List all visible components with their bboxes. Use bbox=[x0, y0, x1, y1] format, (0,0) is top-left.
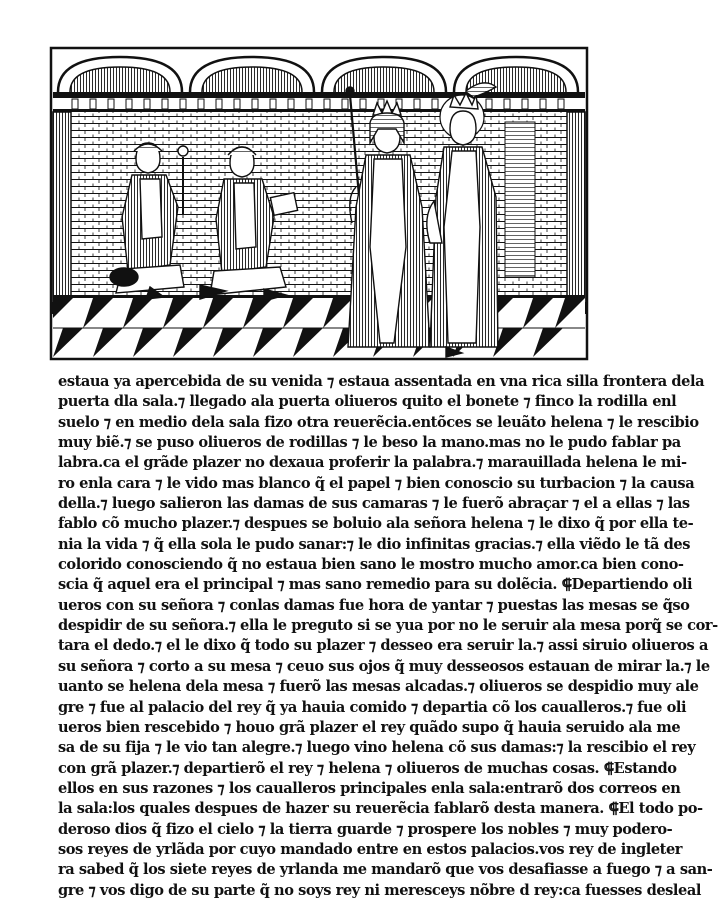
text-line: despidir de su señora.⁊ ella le preguto si se yua por no le seruir ala mesa porq̃ se cor- bbox=[58, 617, 718, 635]
text-line: nia la vida ⁊ q̃ ella sola le pudo sanar:⁊ le dio infinitas gracias.⁊ ella viẽdo le tã des bbox=[58, 535, 691, 553]
left-column bbox=[50, 112, 74, 314]
text-line: suelo ⁊ en medio dela sala fizo otra reuerẽcia.entõces se leuãto helena ⁊ le rescibio bbox=[58, 413, 699, 431]
text-line: sos reyes de yrlãda por cuyo mandado entre en estos palacios.vos rey de ingleter bbox=[58, 840, 683, 858]
text-line: scia q̃ aquel era el principal ⁊ mas sano remedio para su dolẽcia. ⸿Departiendo oli bbox=[58, 576, 693, 594]
right-column bbox=[564, 112, 588, 314]
text-line: con grã plazer.⁊ departierõ el rey ⁊ helena ⁊ oliueros de muchas cosas. ⸿Estando bbox=[58, 759, 677, 777]
text-line: su señora ⁊ corto a su mesa ⁊ ceuo sus ojos q̃ muy desseosos estauan de mirar la.⁊ le bbox=[58, 657, 710, 675]
text-line: labra.ca el grãde plazer no dexaua proferir la palabra.⁊ marauillada helena le mi- bbox=[58, 454, 687, 472]
text-line: muy biẽ.⁊ se puso oliueros de rodillas ⁊ le beso la mano.mas no le pudo fablar pa bbox=[58, 434, 681, 452]
woodcut-illustration bbox=[50, 47, 588, 360]
text-line: uanto se helena dela mesa ⁊ fuerõ las mesas alcadas.⁊ oliueros se despidio muy ale bbox=[58, 678, 699, 696]
text-line: gre ⁊ vos digo de su parte q̃ no soys rey ni meresceys nõbre d rey:ca fuesses desleal bbox=[58, 881, 701, 899]
text-line: puerta dla sala.⁊ llegado ala puerta oliueros quito el bonete ⁊ finco la rodilla enl bbox=[58, 393, 677, 411]
text-line: estaua ya apercebida de su venida ⁊ estaua assentada en vna rica silla frontera dela bbox=[58, 373, 705, 390]
text-line: ueros con su señora ⁊ conlas damas fue hora de yantar ⁊ puestas las mesas se q̃so bbox=[58, 596, 690, 614]
text-line: deroso dios q̃ fizo el cielo ⁊ la tierra guarde ⁊ prospere los nobles ⁊ muy podero- bbox=[58, 820, 673, 838]
text-line: sa de su fija ⁊ le vio tan alegre.⁊ luego vino helena cõ sus damas:⁊ la rescibio el rey bbox=[58, 739, 696, 757]
text-line: la sala:los quales despues de hazer su reuerẽcia fablarõ desta manera. ⸿El todo po- bbox=[58, 800, 703, 818]
text-line: della.⁊ luego salieron las damas de sus camaras ⁊ le fuerõ abraçar ⁊ el a ellas ⁊ las bbox=[58, 495, 690, 513]
text-line: ueros bien rescebido ⁊ houo grã plazer el rey quãdo supo q̃ hauia seruido ala me bbox=[58, 718, 681, 736]
text-line: tara el dedo.⁊ el le dixo q̃ todo su plazer ⁊ desseo era seruir la.⁊ assi siruio oliueros a bbox=[58, 637, 708, 655]
text-line: ellos en sus razones ⁊ los caualleros principales enla sala:entrarõ dos correos en bbox=[58, 779, 681, 797]
text-block bbox=[58, 372, 718, 901]
text-line: ra sabed q̃ los siete reyes de yrlanda me mandarõ que vos desafiasse a fuego ⁊ a san- bbox=[58, 861, 713, 879]
text-line: fablo cõ mucho plazer.⁊ despues se boluio ala señora helena ⁊ le dixo q̃ por ella te- bbox=[58, 515, 694, 533]
checkered-floor bbox=[53, 298, 585, 357]
text-line: colorido conosciendo q̃ no estaua bien sano le mostro mucho amor.ca bien cono- bbox=[58, 556, 684, 574]
text-line: gre ⁊ fue al palacio del rey q̃ ya hauia comido ⁊ departia cõ los caualleros.⁊ fue oli bbox=[58, 698, 687, 716]
text-line: ro enla cara ⁊ le vido mas blanco q̃ el papel ⁊ bien conoscio su turbacion ⁊ la causa bbox=[58, 474, 695, 492]
